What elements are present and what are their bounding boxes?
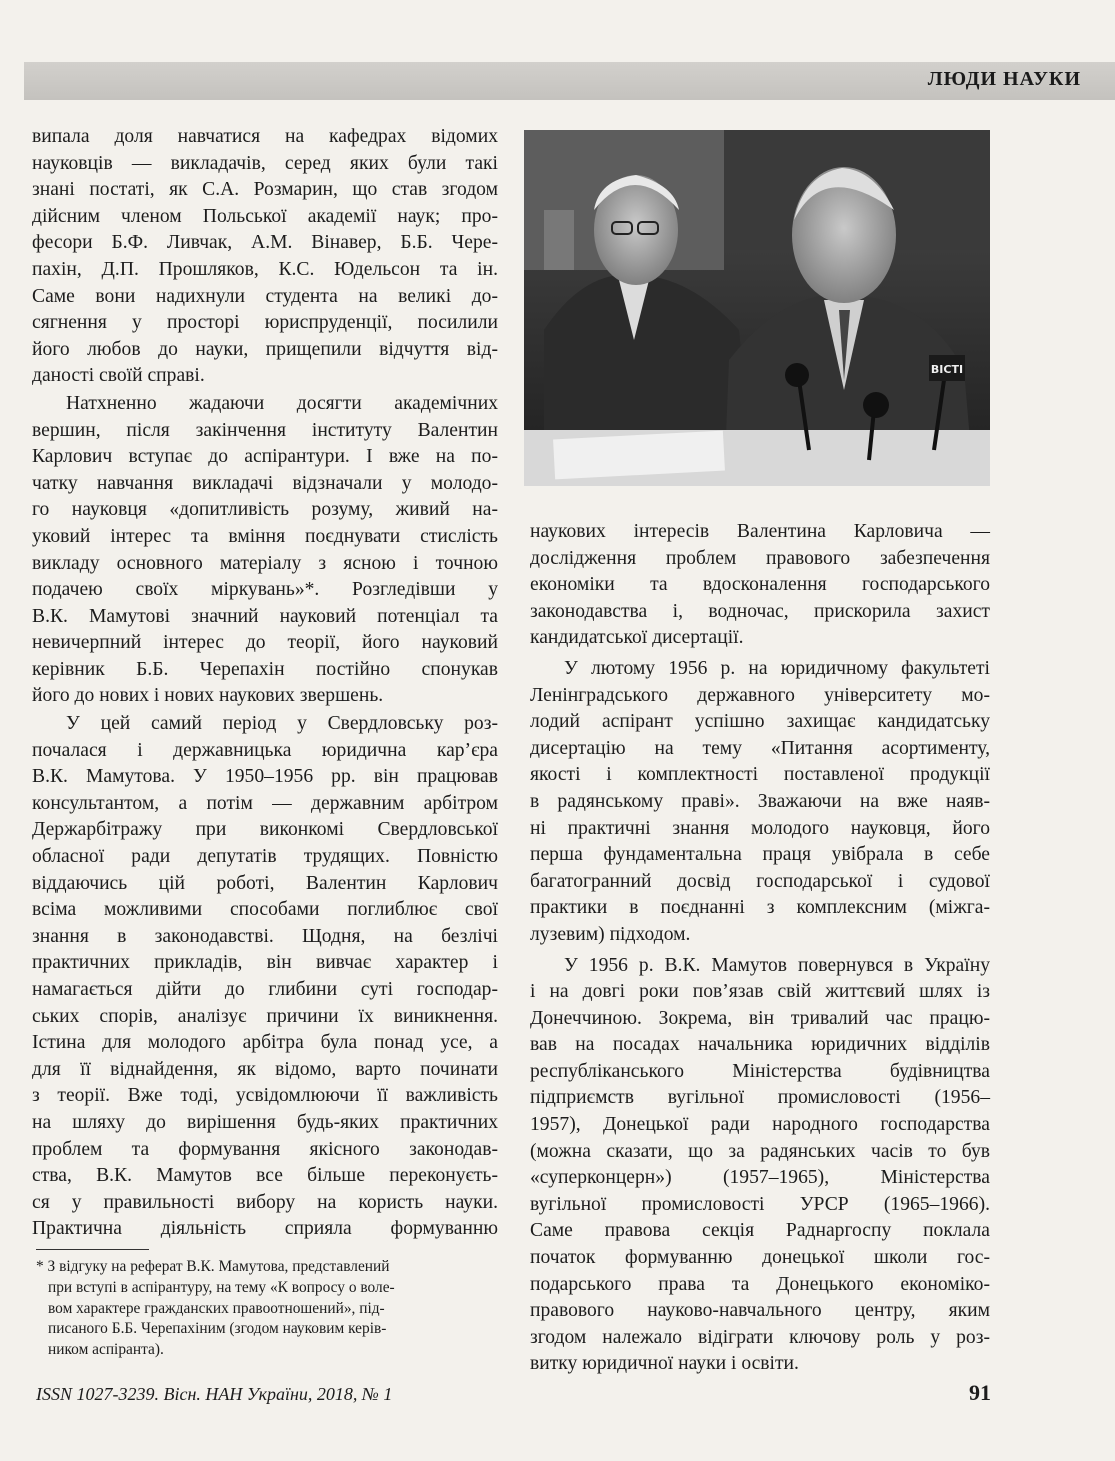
microphone-label: ВІСТІ	[930, 363, 964, 376]
text-line: У цей самий період у Свердловську роз-	[66, 713, 498, 735]
text-line: кандидатської дисертації.	[530, 627, 744, 649]
text-line: подарського права та Донецького економіко-	[530, 1273, 990, 1295]
text-line: В.К. Мамутова. У 1950–1956 рр. він працював	[32, 766, 498, 788]
text-line: правового науково-навчального центру, яким	[530, 1300, 990, 1322]
text-line: республіканського Міністерства будівництва	[530, 1060, 990, 1082]
text-line: лузевим) підходом.	[530, 923, 691, 945]
text-line: Держарбітражу при виконкомі Свердловської	[32, 819, 498, 841]
footnote-line: вом характере гражданских правоотношений», під-	[48, 1299, 385, 1317]
text-line: науковців — викладачів, серед яких були такі	[32, 152, 498, 174]
text-line: «суперконцерн») (1957–1965), Міністерства	[530, 1167, 990, 1189]
text-line: ся у правильності вибору на користь науки.	[32, 1191, 498, 1213]
text-line: початок формуванню донецької школи гос-	[530, 1247, 990, 1269]
text-line: вугільної промисловості УРСР (1965–1966).	[530, 1193, 990, 1215]
paragraph	[530, 953, 990, 1379]
text-line: даності своїй справі.	[32, 365, 205, 387]
text-line: У лютому 1956 р. на юридичному факультеті	[564, 657, 990, 679]
text-line: почалася і державницька юридична кар’єра	[32, 739, 498, 761]
text-line: вав на посадах начальника юридичних відділів	[530, 1034, 990, 1056]
section-title: ЛЮДИ НАУКИ	[927, 68, 1081, 90]
text-line: Істина для молодого арбітра була понад усе, а	[32, 1032, 498, 1054]
text-line: його любов до науки, прищепили відчуття від-	[32, 338, 498, 360]
text-line: вершин, після закінчення інституту Валентин	[32, 419, 498, 441]
text-line: дисертацію на тему «Питання асортименту,	[530, 737, 990, 759]
footnote-line: ником аспіранта).	[48, 1341, 164, 1359]
text-line: для її віднайдення, як відомо, варто починати	[32, 1058, 498, 1080]
text-line: ства, В.К. Мамутов все більше переконуєть-	[32, 1165, 498, 1187]
footnote-line: при вступі в аспірантуру, на тему «К вопросу о воле-	[48, 1278, 395, 1296]
text-line: в радянському праві». Зважаючи на вже наяв-	[530, 790, 990, 812]
text-line: Донеччиною. Зокрема, він тривалий час працю-	[530, 1007, 990, 1029]
text-line: сягнення у просторі юриспруденції, посилили	[32, 312, 498, 334]
text-line: на шляху до вирішення будь-яких практичних	[32, 1111, 498, 1133]
text-line: дійсним членом Польської академії наук; про-	[32, 205, 498, 227]
text-line: випала доля навчатися на кафедрах відомих	[32, 126, 498, 147]
text-line: підприємств вугільної промисловості (1956–	[530, 1087, 990, 1109]
text-line: якості і комплектності поставленої продукції	[530, 764, 990, 786]
footnote-line: * З відгуку на реферат В.К. Мамутова, представлений	[36, 1258, 390, 1275]
paragraph	[32, 391, 498, 710]
text-line: з теорії. Вже тоді, усвідомлюючи її важливість	[32, 1085, 498, 1107]
left-column	[32, 124, 498, 1243]
text-line: (можна сказати, що за радянських часів то був	[530, 1140, 990, 1162]
text-line: витку юридичної науки і освіти.	[530, 1353, 799, 1375]
text-line: У 1956 р. В.К. Мамутов повернувся в Україну	[564, 954, 990, 976]
text-line: Саме правова секція Раднаргоспу поклала	[530, 1220, 990, 1242]
text-line: законодавства і, водночас, прискорила захист	[530, 600, 990, 622]
text-line: Ленінградського державного університету мо-	[530, 684, 990, 706]
text-line: 1957), Донецької ради народного господарства	[530, 1114, 990, 1136]
text-line: знані постаті, як С.А. Розмарин, що став згодом	[32, 179, 498, 201]
text-line: обласної ради депутатів трудящих. Повністю	[32, 846, 498, 868]
text-line: віддаючись цій роботі, Валентин Карлович	[32, 872, 498, 894]
text-line: го науковця «допитливість розуму, живий на-	[32, 499, 498, 521]
text-line: лодий аспірант успішно захищає кандидатську	[530, 711, 990, 733]
text-line: пахін, Д.П. Прошляков, К.С. Юдельсон та ін.	[32, 258, 498, 280]
text-line: ських спорів, аналізує причини їх виникнення.	[32, 1005, 498, 1027]
paragraph	[530, 519, 990, 652]
footnote	[36, 1257, 502, 1361]
paragraph	[32, 711, 498, 1243]
footnote-divider	[36, 1249, 149, 1250]
right-column	[530, 519, 990, 1378]
text-line: фесори Б.Ф. Ливчак, А.М. Вінавер, Б.Б. Чере-	[32, 232, 498, 254]
text-line: консультантом, а потім — державним арбітром	[32, 792, 498, 814]
photo-two-scholars	[524, 130, 990, 486]
text-line: згодом належало відіграти ключову роль у роз-	[530, 1326, 990, 1348]
text-line: наукових інтересів Валентина Карловича —	[530, 521, 990, 542]
paragraph	[32, 124, 498, 390]
text-line: уковий інтерес та вміння поєднувати стислість	[32, 525, 498, 547]
text-line: чатку навчання викладачі відзначали у молодо-	[32, 472, 498, 494]
text-line: Саме вони надихнули студента на великі до-	[32, 285, 498, 307]
text-line: намагається дійти до глибини суті господар-	[32, 979, 498, 1000]
text-line: багатогранний досвід господарської і судової	[530, 870, 990, 892]
text-line: подачею своїх міркувань»*. Розгледівши у	[32, 579, 498, 601]
text-line: проблем та формування якісного законодав-	[32, 1138, 498, 1160]
text-line: В.К. Мамутові значний науковий потенціал та	[32, 605, 498, 627]
journal-citation: ISSN 1027-3239. Вісн. НАН України, 2018, № 1	[36, 1384, 393, 1404]
text-line: знання в законодавстві. Щодня, на безлічі	[32, 925, 498, 947]
text-line: невичерпний інтерес до теорії, його науковий	[32, 632, 498, 654]
text-line: дослідження проблем правового забезпечення	[530, 547, 990, 569]
text-line: практики в поєднанні з комплексним (міжга-	[530, 897, 990, 919]
text-line: перша фундаментальна праця увібрала в себе	[530, 844, 990, 866]
page-number: 91	[969, 1380, 991, 1405]
text-line: його до нових і нових наукових звершень.	[32, 685, 384, 707]
text-line: практичних прикладів, він вивчає характер і	[32, 952, 498, 974]
text-line: Натхненно жадаючи досягти академічних	[66, 392, 498, 414]
text-line: ні практичні знання молодого науковця, його	[530, 817, 990, 839]
text-line: керівник Б.Б. Черепахін постійно спонукав	[32, 658, 498, 680]
text-line: Карлович вступає до аспірантури. І вже на по-	[32, 446, 498, 468]
footnote-line: писаного Б.Б. Черепахіним (згодом науковим керів-	[48, 1320, 387, 1338]
text-line: викладу основного матеріалу з ясною і точною	[32, 552, 498, 574]
text-line: всіма можливими способами поглиблює свої	[32, 899, 498, 921]
text-line: економіки та вдосконалення господарського	[530, 574, 990, 596]
text-line: і на довгі роки пов’язав свій життєвий шлях із	[530, 981, 990, 1003]
text-line: Практична діяльність сприяла формуванню	[32, 1218, 498, 1240]
paragraph	[530, 656, 990, 949]
